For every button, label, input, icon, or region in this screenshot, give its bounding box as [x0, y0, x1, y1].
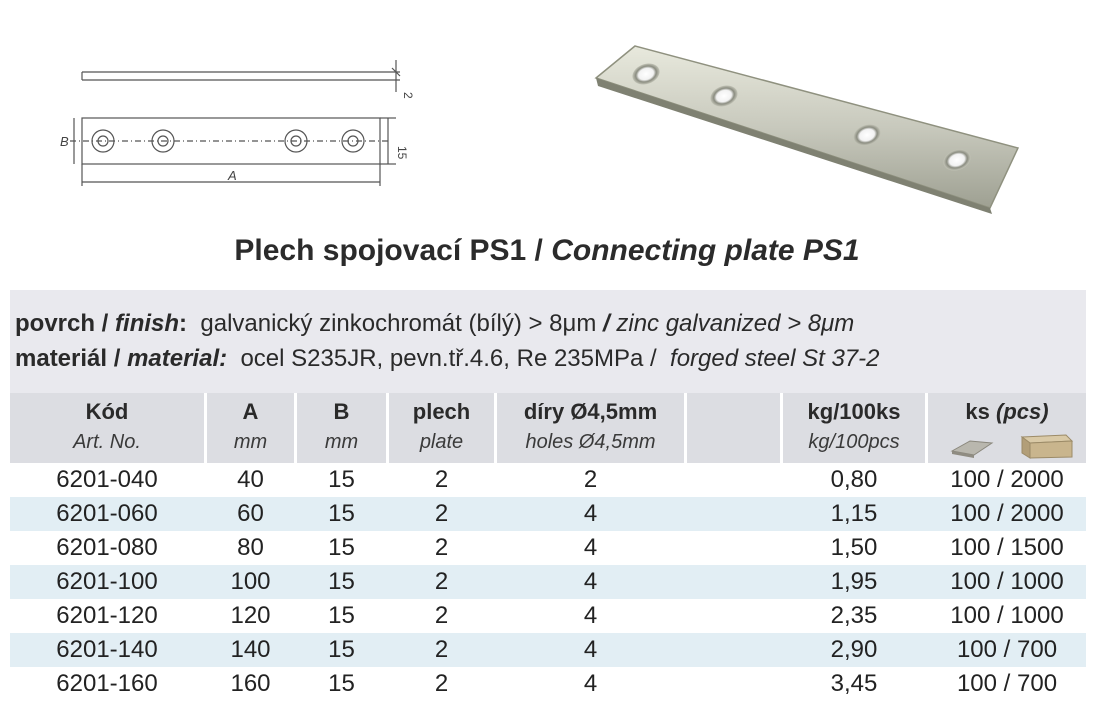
cell-plate: 2: [434, 466, 449, 493]
cell-pcs: 100 / 700: [956, 670, 1058, 697]
dim-thickness-label: 2: [401, 92, 415, 99]
finish-value-cz: galvanický zinkochromát (bílý) > 8μm: [200, 310, 597, 337]
technical-drawing: [0, 0, 1094, 230]
cell-plate: 2: [434, 602, 449, 629]
finish-label-cz: povrch /: [15, 310, 109, 337]
material-label-en: material:: [127, 345, 228, 372]
title-en: Connecting plate PS1: [551, 234, 860, 267]
material-value-en: forged steel St 37-2: [670, 345, 880, 372]
material-label-cz: materiál /: [15, 345, 121, 372]
cell-holes: 4: [583, 534, 598, 561]
finish-value-en: zinc galvanized > 8μm: [616, 310, 855, 337]
cell-a: 120: [230, 602, 271, 629]
cell-b: 15: [328, 670, 355, 697]
table-row: [10, 565, 1086, 599]
cell-holes: 4: [583, 500, 598, 527]
cell-weight: 1,50: [830, 534, 878, 561]
cell-weight: 2,35: [830, 602, 878, 629]
cell-weight: 1,15: [830, 500, 878, 527]
header-weight-sub: kg/100pcs: [808, 431, 900, 453]
header-code-sub: Art. No.: [73, 431, 141, 453]
finish-colon: :: [179, 310, 188, 337]
header-weight: kg/100ks: [807, 399, 901, 424]
material-line: [15, 345, 880, 373]
header-b: B: [333, 399, 350, 424]
cell-b: 15: [328, 568, 355, 595]
small-box-icon: [952, 441, 992, 458]
cell-holes: 4: [583, 568, 598, 595]
package-icons: [946, 429, 1076, 459]
title-separator: /: [534, 234, 543, 267]
cell-weight: 0,80: [830, 466, 878, 493]
header-holes-sub: holes Ø4,5mm: [525, 431, 656, 453]
table-row: [10, 633, 1086, 667]
cell-pcs: 100 / 1000: [950, 602, 1064, 629]
cell-pcs: 100 / 700: [956, 636, 1058, 663]
dim-a-label: A: [228, 168, 237, 183]
table-row: [10, 667, 1086, 701]
cell-b: 15: [328, 636, 355, 663]
product-illustration: [0, 0, 1094, 230]
cell-code: 6201-120: [56, 602, 158, 629]
cell-code: 6201-160: [56, 670, 158, 697]
cell-pcs: 100 / 2000: [950, 466, 1064, 493]
table-row: [10, 497, 1086, 531]
cell-b: 15: [328, 500, 355, 527]
header-a-sub: mm: [233, 431, 268, 453]
cell-plate: 2: [434, 500, 449, 527]
table-row: [10, 463, 1086, 497]
cell-a: 100: [230, 568, 271, 595]
dim-b-label: B: [60, 134, 69, 149]
cell-code: 6201-080: [56, 534, 158, 561]
plate-photo: [596, 46, 1018, 214]
page-title: [0, 234, 1094, 268]
finish-label-en: finish: [115, 310, 180, 337]
cell-holes: 2: [583, 466, 598, 493]
cell-a: 60: [237, 500, 264, 527]
cell-holes: 4: [583, 602, 598, 629]
header-a: A: [242, 399, 259, 424]
cell-code: 6201-140: [56, 636, 158, 663]
finish-sep: /: [603, 310, 610, 337]
table-row: [10, 531, 1086, 565]
dim-height-label: 15: [395, 146, 409, 160]
cell-plate: 2: [434, 534, 449, 561]
cell-b: 15: [328, 466, 355, 493]
cell-weight: 1,95: [830, 568, 878, 595]
cell-pcs: 100 / 1000: [950, 568, 1064, 595]
material-value-cz: ocel S235JR, pevn.tř.4.6, Re 235MPa /: [240, 345, 657, 372]
cell-holes: 4: [583, 636, 598, 663]
spec-info-band: [10, 290, 1086, 396]
cell-plate: 2: [434, 670, 449, 697]
cell-weight: 3,45: [830, 670, 878, 697]
header-plate-sub: plate: [419, 431, 464, 453]
header-plate: plech: [412, 399, 471, 424]
header-holes: díry Ø4,5mm: [523, 399, 658, 424]
title-cz: Plech spojovací PS1: [234, 234, 527, 267]
cell-holes: 4: [583, 670, 598, 697]
cell-plate: 2: [434, 636, 449, 663]
carton-box-icon: [1022, 435, 1072, 458]
cell-weight: 2,90: [830, 636, 878, 663]
cell-a: 40: [237, 466, 264, 493]
cell-pcs: 100 / 2000: [950, 500, 1064, 527]
finish-line: [15, 310, 854, 338]
cell-b: 15: [328, 534, 355, 561]
cell-plate: 2: [434, 568, 449, 595]
header-pcs: [928, 399, 1086, 425]
header-code: Kód: [85, 399, 129, 424]
cell-a: 140: [230, 636, 271, 663]
header-pcs-italic: (pcs): [996, 399, 1049, 424]
cell-b: 15: [328, 602, 355, 629]
header-b-sub: mm: [324, 431, 359, 453]
table-header: [10, 393, 1086, 463]
cell-pcs: 100 / 1500: [950, 534, 1064, 561]
cell-code: 6201-100: [56, 568, 158, 595]
cell-a: 160: [230, 670, 271, 697]
header-pcs-main: ks: [965, 399, 990, 424]
cell-a: 80: [237, 534, 264, 561]
table-row: [10, 599, 1086, 633]
cell-code: 6201-040: [56, 466, 158, 493]
cell-code: 6201-060: [56, 500, 158, 527]
